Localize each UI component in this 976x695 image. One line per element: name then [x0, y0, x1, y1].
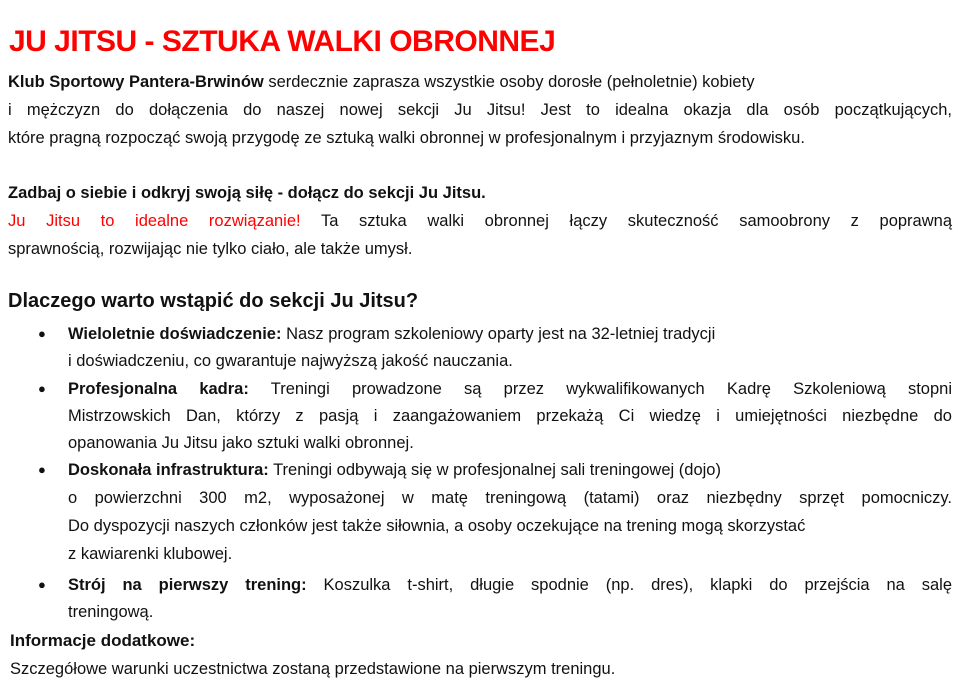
text-span: opanowania Ju Jitsu jako sztuki walki obronnej.	[68, 434, 414, 452]
text-span: treningową.	[68, 603, 154, 621]
text-line	[68, 458, 721, 482]
text-span: z kawiarenki klubowej.	[68, 545, 233, 563]
bullet-icon: ●	[38, 462, 46, 477]
text-line	[8, 209, 952, 233]
bold-text: Klub Sportowy Pantera-Brwinów	[8, 73, 264, 91]
text-span: i doświadczeniu, co gwarantuje najwyższą jakość nauczania.	[68, 352, 513, 370]
bullet-icon: ●	[38, 577, 46, 592]
text-span: Ta sztuka walki obronnej łączy skuteczność samoobrony z poprawną	[300, 212, 952, 230]
text-span: i mężczyzn do dołączenia do naszej nowej sekcji Ju Jitsu! Jest to idealna okazja dla osób początkujących,	[8, 101, 952, 119]
text-line	[68, 573, 952, 597]
text-span: które pragną rozpocząć swoją przygodę ze sztuką walki obronnej w profesjonalnym i przyjaznym środowisku.	[8, 129, 805, 147]
text-span: o powierzchni 300 m2, wyposażonej w matę treningową (tatami) oraz niezbędny sprzęt pomocniczy.	[68, 489, 952, 507]
text-line	[8, 126, 805, 150]
text-span: Mistrzowskich Dan, którzy z pasją i zaangażowaniem przekażą Ci wiedzę i umiejętności niezbędne do	[68, 407, 952, 425]
bold-text: Zadbaj o siebie i odkryj swoją siłę - dołącz do sekcji Ju Jitsu.	[8, 184, 486, 202]
text-line	[68, 514, 805, 538]
text-line	[68, 404, 952, 428]
text-span: Do dyspozycji naszych członków jest także siłownia, a osoby oczekujące na trening mogą skorzystać	[68, 517, 806, 535]
text-line	[68, 431, 414, 455]
bold-text: Profesjonalna kadra:	[68, 380, 249, 398]
text-line	[8, 181, 486, 205]
text-span: Nasz program szkoleniowy oparty jest na 32-letniej tradycji	[281, 325, 716, 343]
text-line	[68, 349, 513, 373]
text-span: sprawnością, rozwijając nie tylko ciało, ale także umysł.	[8, 240, 413, 258]
text-line	[68, 542, 232, 566]
text-line	[68, 377, 952, 401]
bold-text: Wieloletnie doświadczenie:	[68, 325, 282, 343]
text-line	[68, 600, 153, 624]
text-span: Treningi prowadzone są przez wykwalifikowanych Kadrę Szkoleniową stopni	[248, 380, 952, 398]
text-span: Treningi odbywają się w profesjonalnej sali treningowej (dojo)	[268, 461, 721, 479]
text-line	[8, 98, 952, 122]
text-span: Koszulka t-shirt, długie spodnie (np. dres), klapki do przejścia na salę	[306, 576, 952, 594]
red-text: Ju Jitsu to idealne rozwiązanie!	[8, 212, 301, 230]
bullet-icon: ●	[38, 381, 46, 396]
bullet-icon: ●	[38, 326, 46, 341]
page-title: JU JITSU - SZTUKA WALKI OBRONNEJ	[9, 25, 556, 58]
bold-text: Doskonała infrastruktura:	[68, 461, 269, 479]
info-text: Szczegółowe warunki uczestnictwa zostaną przedstawione na pierwszym treningu.	[10, 660, 616, 678]
text-line	[68, 486, 952, 510]
bold-text: Strój na pierwszy trening:	[68, 576, 307, 594]
info-heading: Informacje dodatkowe:	[10, 631, 196, 650]
why-heading: Dlaczego warto wstąpić do sekcji Ju Jitsu?	[8, 290, 419, 312]
text-span: serdecznie zaprasza wszystkie osoby dorosłe (pełnoletnie) kobiety	[263, 73, 755, 91]
text-line	[8, 70, 754, 94]
text-line	[8, 237, 412, 261]
text-line	[68, 322, 715, 346]
